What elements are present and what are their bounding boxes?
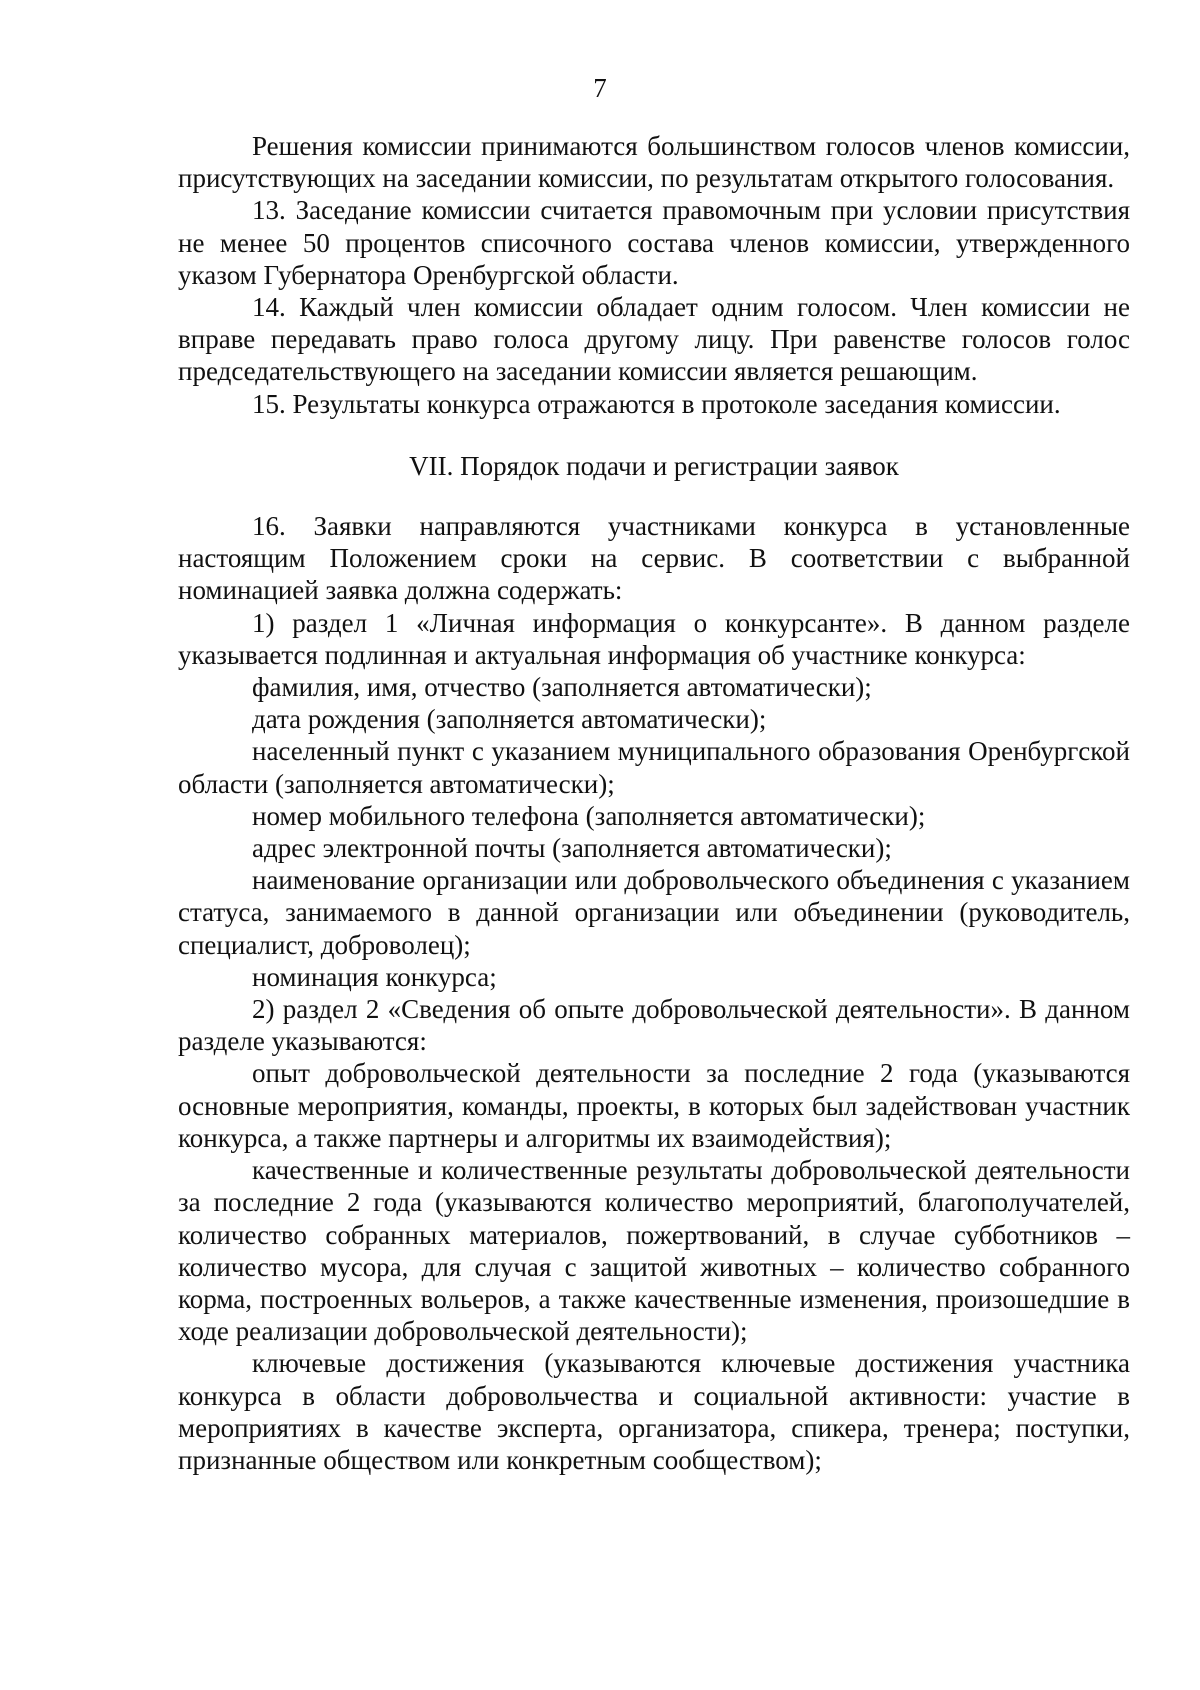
paragraph-14: 14. Каждый член комиссии обладает одним голосом. Член комиссии не вправе передавать право голоса другому лицу. При равенстве голосов голос председательствующего на заседании комиссии является решающим.	[178, 292, 1130, 387]
list-item-section-1: 1) раздел 1 «Личная информация о конкурсанте». В данном разделе указывается подлинная и актуальная информация об участнике конкурса:	[178, 607, 1130, 670]
list-item-nomination: номинация конкурса;	[252, 961, 497, 992]
list-item-locality: населенный пункт с указанием муниципального образования Оренбургской области (заполняется автоматически);	[178, 736, 1130, 799]
list-item-full-name: фамилия, имя, отчество (заполняется автоматически);	[252, 672, 872, 703]
list-item-experience: опыт добровольческой деятельности за последние 2 года (указываются основные мероприятия, команды, проекты, в которых был задействован участник конкурса, а также партнеры и алгоритмы их взаимодействия);	[178, 1058, 1130, 1153]
list-item-section-2: 2) раздел 2 «Сведения об опыте добровольческой деятельности». В данном разделе указываются:	[178, 994, 1130, 1057]
list-item-results: качественные и количественные результаты добровольческой деятельности за последние 2 года (указываются количество мероприятий, благополучателей, количество собранных материалов, пожертвований, в случае субботников – количество мусора, для случая с защитой животных – количество собранного корма, построенных вольеров, а также качественные изменения, произошедшие в ходе реализации добровольческой деятельности);	[178, 1155, 1130, 1347]
document-body	[178, 130, 1130, 1476]
paragraph-decisions: Решения комиссии принимаются большинством голосов членов комиссии, присутствующих на заседании комиссии, по результатам открытого голосования.	[178, 131, 1130, 194]
paragraph-16: 16. Заявки направляются участниками конкурса в установленные настоящим Положением сроки на сервис. В соответствии с выбранной номинацией заявка должна содержать:	[178, 511, 1130, 606]
list-item-phone: номер мобильного телефона (заполняется автоматически);	[252, 800, 926, 831]
section-heading: VII. Порядок подачи и регистрации заявок	[409, 450, 899, 481]
list-item-achievements: ключевые достижения (указываются ключевые достижения участника конкурса в области добровольчества и социальной активности: участие в мероприятиях в качестве эксперта, организатора, спикера, тренера; поступки, признанные обществом или конкретным сообществом);	[178, 1348, 1130, 1475]
list-item-email: адрес электронной почты (заполняется автоматически);	[252, 833, 892, 864]
list-item-organization: наименование организации или добровольческого объединения с указанием статуса, занимаемого в данной организации или объединении (руководитель, специалист, доброволец);	[178, 865, 1130, 960]
paragraph-15: 15. Результаты конкурса отражаются в протоколе заседания комиссии.	[252, 388, 1061, 419]
paragraph-13: 13. Заседание комиссии считается правомочным при условии присутствия не менее 50 процентов списочного состава членов комиссии, утвержденного указом Губернатора Оренбургской области.	[178, 195, 1130, 290]
list-item-birth-date: дата рождения (заполняется автоматически);	[252, 704, 767, 735]
page-number: 7	[593, 73, 607, 103]
